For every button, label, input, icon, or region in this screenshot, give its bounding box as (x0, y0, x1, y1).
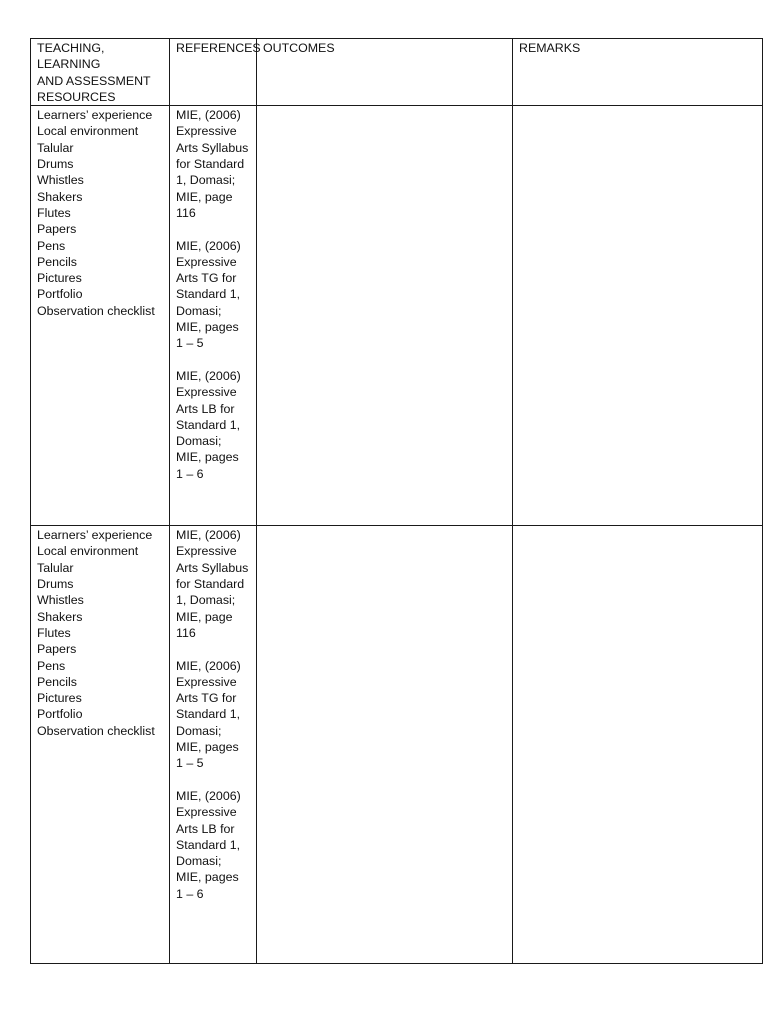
resource-item: Pictures (37, 271, 82, 286)
reference-line: MIE, pages (176, 450, 239, 465)
resource-item: Portfolio (37, 287, 83, 302)
header-resources (31, 39, 170, 106)
remarks-cell (513, 526, 763, 964)
header-remarks (513, 39, 763, 106)
reference-line: Expressive (176, 254, 237, 269)
reference-line: Arts TG for (176, 271, 237, 286)
reference-line: 116 (176, 205, 196, 220)
header-resources-line: TEACHING, LEARNING (37, 41, 105, 72)
remarks-cell (513, 106, 763, 526)
reference-line: Expressive (176, 674, 237, 689)
resource-item: Shakers (37, 189, 83, 204)
resources-cell (31, 526, 170, 964)
reference-spacer (176, 221, 256, 237)
reference-line: Domasi; (176, 303, 222, 318)
references-cell (170, 106, 257, 526)
resource-item: Flutes (37, 205, 71, 220)
reference-line: MIE, pages (176, 870, 239, 885)
resource-item: Whistles (37, 173, 84, 188)
reference-line: 1 – 5 (176, 336, 204, 351)
header-outcomes-label: OUTCOMES (263, 41, 335, 55)
reference-line: MIE, (2006) (176, 528, 241, 543)
reference-line: MIE, pages (176, 740, 239, 755)
reference-line: Arts LB for (176, 401, 235, 416)
resource-item: Learners’ experience (37, 108, 153, 123)
resources-cell (31, 106, 170, 526)
header-resources-line: RESOURCES (37, 89, 116, 104)
header-remarks-label: REMARKS (519, 41, 581, 55)
references-list (176, 106, 256, 482)
resources-list (37, 526, 169, 739)
resource-item: Drums (37, 157, 74, 172)
resource-item: Observation checklist (37, 303, 155, 318)
reference-spacer (176, 641, 256, 657)
reference-spacer (176, 772, 256, 788)
resource-item: Pictures (37, 691, 82, 706)
reference-line: Expressive (176, 385, 237, 400)
reference-line: MIE, page (176, 609, 233, 624)
table-row (31, 526, 763, 964)
reference-line: Arts Syllabus (176, 140, 249, 155)
reference-line: MIE, page (176, 189, 233, 204)
resource-item: Drums (37, 577, 74, 592)
resource-item: Papers (37, 642, 77, 657)
resource-item: Pens (37, 658, 66, 673)
reference-line: Standard 1, (176, 707, 241, 722)
reference-line: 1 – 6 (176, 466, 204, 481)
reference-line: Arts Syllabus (176, 560, 249, 575)
reference-line: Domasi; (176, 854, 222, 869)
table-header-row (31, 39, 763, 106)
header-outcomes (257, 39, 513, 106)
reference-line: MIE, (2006) (176, 658, 241, 673)
resource-item: Papers (37, 222, 77, 237)
reference-line: 1, Domasi; (176, 593, 236, 608)
reference-line: Domasi; (176, 434, 222, 449)
reference-line: MIE, pages (176, 320, 239, 335)
outcomes-cell (257, 106, 513, 526)
resource-item: Pencils (37, 254, 77, 269)
header-references-label: REFERENCES (176, 41, 261, 55)
resource-item: Pencils (37, 674, 77, 689)
reference-line: 1 – 5 (176, 756, 204, 771)
reference-line: Standard 1, (176, 417, 241, 432)
header-references (170, 39, 261, 106)
resource-item: Flutes (37, 625, 71, 640)
resource-item: Portfolio (37, 707, 83, 722)
reference-line: MIE, (2006) (176, 788, 241, 803)
resource-item: Local environment (37, 124, 139, 139)
reference-line: 1, Domasi; (176, 173, 236, 188)
references-cell (170, 526, 257, 964)
reference-line: MIE, (2006) (176, 238, 241, 253)
reference-spacer (176, 352, 256, 368)
reference-line: for Standard (176, 157, 245, 172)
table-row (31, 106, 763, 526)
reference-line: Domasi; (176, 723, 222, 738)
reference-line: Arts LB for (176, 821, 235, 836)
resource-item: Talular (37, 560, 74, 575)
reference-line: for Standard (176, 577, 245, 592)
reference-line: Expressive (176, 544, 237, 559)
references-list (176, 526, 256, 902)
reference-line: MIE, (2006) (176, 368, 241, 383)
resource-item: Talular (37, 140, 74, 155)
resource-item: Whistles (37, 593, 84, 608)
reference-line: Arts TG for (176, 691, 237, 706)
resources-list (37, 106, 169, 319)
resource-item: Local environment (37, 544, 139, 559)
reference-line: Standard 1, (176, 837, 241, 852)
reference-line: 116 (176, 625, 196, 640)
reference-line: Expressive (176, 124, 237, 139)
outcomes-cell (257, 526, 513, 964)
reference-line: 1 – 6 (176, 886, 204, 901)
resource-item: Learners’ experience (37, 528, 153, 543)
resource-item: Pens (37, 238, 66, 253)
resource-item: Shakers (37, 609, 83, 624)
header-resources-line: AND ASSESSMENT (37, 73, 151, 88)
reference-line: MIE, (2006) (176, 108, 241, 123)
reference-line: Expressive (176, 805, 237, 820)
resource-item: Observation checklist (37, 723, 155, 738)
resources-table (30, 38, 763, 964)
reference-line: Standard 1, (176, 287, 241, 302)
